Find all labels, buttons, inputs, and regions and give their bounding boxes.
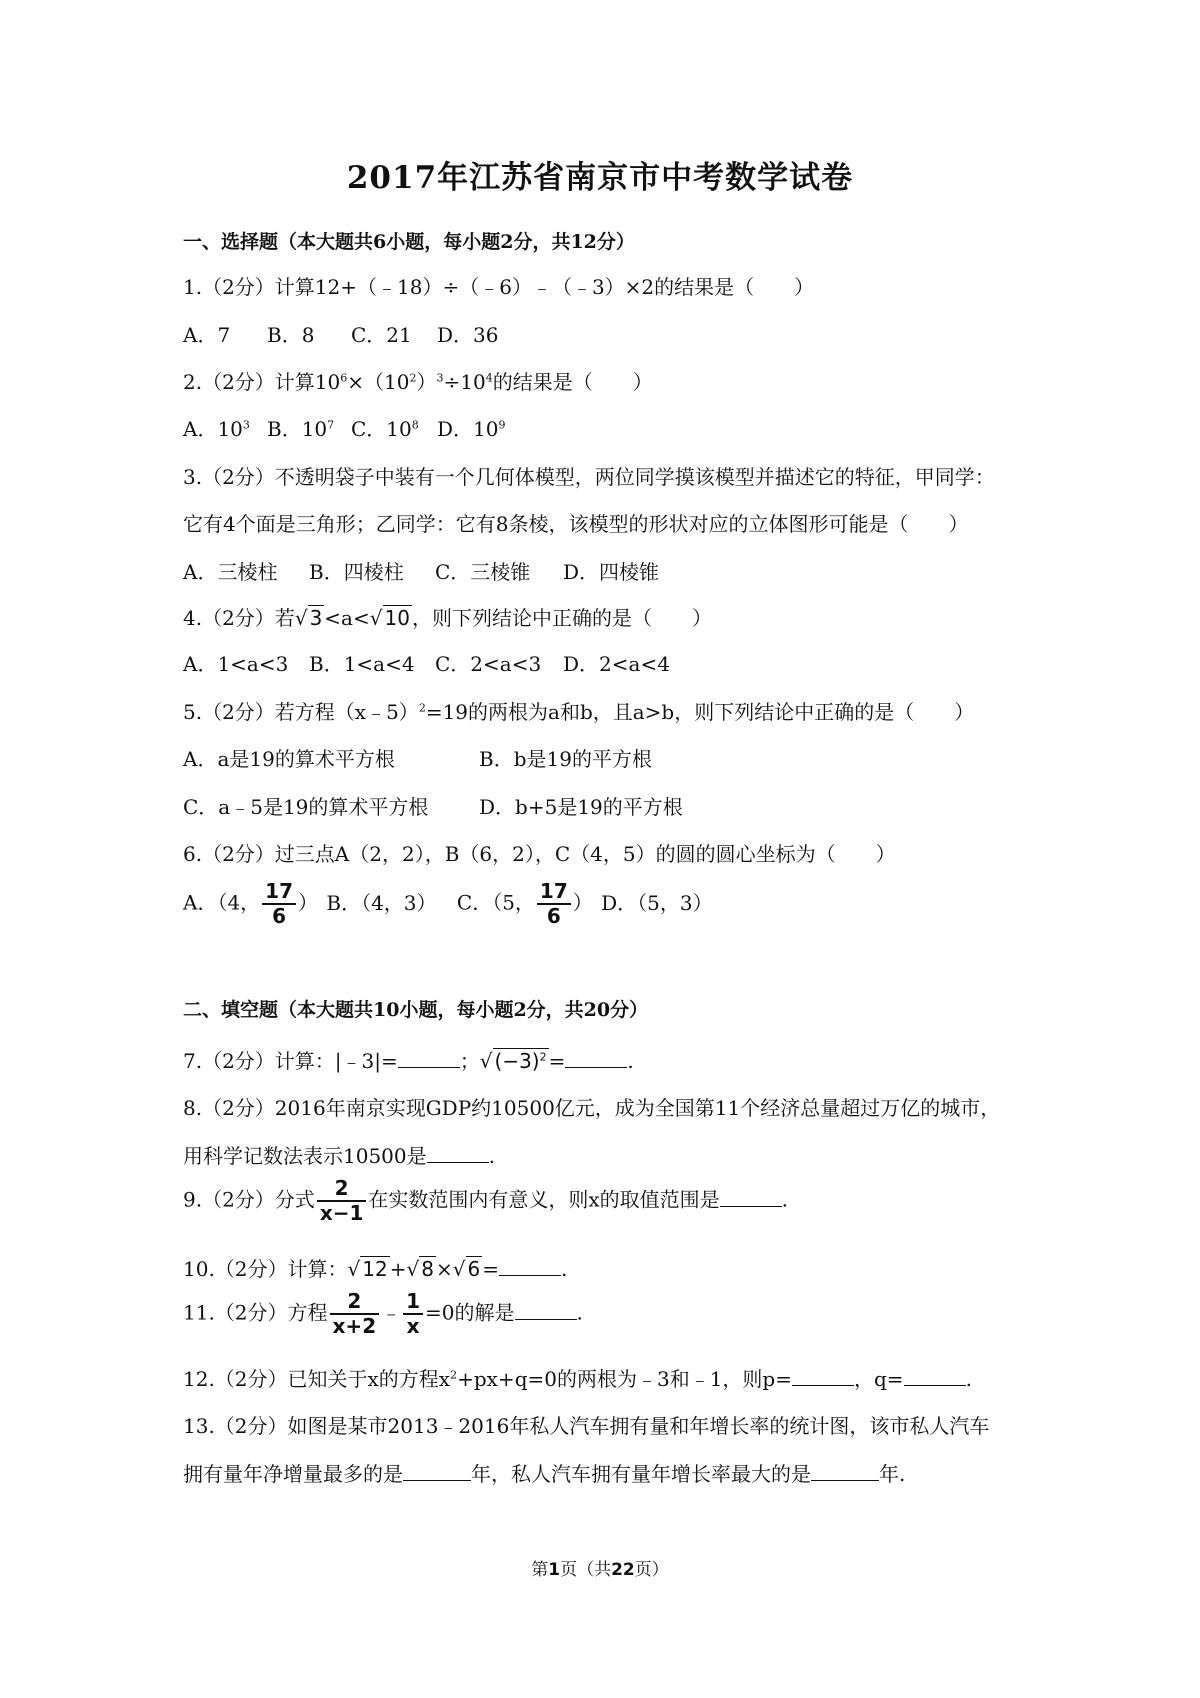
exponent: 2 [418,701,426,715]
question-10-text: × [435,1257,453,1281]
question-9-text: . [781,1187,789,1212]
option-a: A．三棱柱 [183,560,278,584]
question-13-line-1: 13.（2分）如图是某市2013﹣2016年私人汽车拥有量和年增长率的统计图，该市私人汽车 [183,1414,990,1438]
option-a: A．1<a<3 [183,652,289,676]
answer-blank [403,1460,471,1481]
option-b: B．（4，3） [326,890,437,915]
option-d: D．b+5是19的平方根 [479,795,683,819]
question-7-text: ； [459,1049,480,1073]
numerator: 1 [406,1289,421,1313]
question-11-text: ﹣ [381,1300,402,1325]
radicand: 12 [362,1257,388,1281]
section-heading-fill: 二、填空题（本大题共10小题，每小题2分，共20分） [183,999,649,1021]
question-10 [183,1253,567,1282]
question-2 [183,366,653,395]
numerator: 2 [334,1176,349,1200]
question-5-options-row-1 [183,743,652,772]
question-9-text: 9.（2分）分式 [183,1187,315,1212]
option-c [457,880,593,928]
fraction [262,880,296,928]
total-pages: 22 [611,1560,635,1580]
question-5-text: =19的两根为a和b，且a>b，则下列结论中正确的是（ ） [425,700,975,724]
option-base: B．10 [267,417,328,441]
answer-blank [720,1186,782,1207]
question-12-text: 12.（2分）已知关于x的方程x [183,1367,451,1391]
question-11-text: . [576,1300,583,1325]
question-8-line-1: 8.（2分）2016年南京实现GDP约10500亿元，成为全国第11个经济总量超过万亿的城市， [183,1096,1001,1120]
sqrt-symbol: √ 8 [406,1257,434,1281]
answer-blank [565,1047,627,1068]
question-8-text: 用科学记数法表示10500是 [183,1144,427,1168]
numerator: 17 [539,879,568,903]
question-10-text: 10.（2分）计算： [183,1257,348,1281]
question-5-text: 5.（2分）若方程（x﹣5） [183,700,419,724]
option-b: B．8 [267,323,315,347]
question-12 [183,1363,972,1392]
question-12-text: ，q= [854,1367,904,1391]
option-text: A．（4， [183,890,261,915]
exponent: 9 [498,418,506,432]
answer-blank [398,1047,460,1068]
question-3-line-1: 3.（2分）不透明袋子中装有一个几何体模型，两位同学摸该模型并描述它的特征，甲同学： [183,465,995,489]
question-7-text: = [548,1049,566,1073]
answer-blank [811,1460,879,1481]
question-2-text: 的结果是（ ） [492,370,653,394]
option-d: D．2<a<4 [563,652,670,676]
question-5 [183,696,974,725]
option-a: A．a是19的算术平方根 [183,747,395,771]
option-b: B．四棱柱 [309,560,404,584]
answer-blank [792,1365,854,1386]
option-c: C．a﹣5是19的算术平方根 [183,795,429,819]
question-10-text: = [482,1257,499,1281]
question-3-line-2: 它有4个面是三角形；乙同学：它有8条棱，该模型的形状对应的立体图形可能是（ ） [183,512,969,536]
question-9 [183,1177,788,1225]
question-8-text: . [488,1144,495,1168]
denominator: 6 [537,903,571,928]
sqrt-symbol: √ 3 [294,606,323,630]
exponent: 4 [485,371,493,385]
footer-text: 页（共 [560,1560,612,1580]
radicand: 10 [384,606,410,630]
footer-text: 页） [634,1560,669,1580]
sqrt-symbol: √ 10 [369,606,410,630]
exponent: 8 [411,418,419,432]
option-base: C．10 [351,417,412,441]
exponent: 3 [242,418,250,432]
sqrt-symbol: √ 6 [452,1257,481,1281]
exponent: 7 [327,418,335,432]
option-a: A．7 [183,323,231,347]
page-title: 2017年江苏省南京市中考数学试卷 [346,160,854,196]
answer-blank [427,1142,489,1163]
page-footer [0,1555,1200,1580]
option-c: C．2<a<3 [435,652,542,676]
question-7 [183,1045,634,1074]
fraction [403,1290,423,1338]
question-11-text: 11.（2分）方程 [183,1300,328,1325]
question-10-text: + [389,1257,407,1281]
footer-text: 第 [531,1560,549,1580]
fraction [537,880,571,928]
question-2-text: ） [416,370,437,394]
denominator: x [403,1313,423,1338]
sqrt-symbol: √ $(-3)^2$ [479,1049,547,1073]
question-11 [183,1290,583,1338]
question-4-text: ，则下列结论中正确的是（ ） [411,606,712,630]
question-13-line-2 [183,1458,905,1487]
question-2-text: ×（10 [347,370,410,394]
question-11-text: =0的解是 [425,1300,515,1325]
answer-blank [904,1365,966,1386]
question-9-text: 在实数范围内有意义，则x的取值范围是 [368,1187,720,1212]
numerator: 17 [265,879,294,903]
question-4 [183,602,712,631]
option-c [351,413,437,442]
radicand: 3 [309,606,323,630]
question-4-text: 4.（2分）若 [183,606,295,630]
exponent: 2 [409,371,417,385]
question-4-options [183,648,670,677]
question-1: 1.（2分）计算12+（﹣18）÷（﹣6）﹣（﹣3）×2的结果是（ ） [183,275,815,299]
option-c: C．21 [351,323,412,347]
denominator: x−1 [317,1200,367,1225]
fraction [317,1177,367,1225]
question-1-options [183,319,498,348]
radicand [493,1048,549,1073]
option-d: D．四棱锥 [563,560,660,584]
denominator: 6 [262,903,296,928]
option-a [183,413,267,442]
question-2-options [183,413,505,442]
option-d: D．36 [437,323,499,347]
question-6-options [183,880,713,928]
section-heading-choice: 一、选择题（本大题共6小题，每小题2分，共12分） [183,231,635,253]
question-12-text: +px+q=0的两根为﹣3和﹣1，则p= [457,1367,792,1391]
exponent: 3 [436,371,444,385]
exponent: 2 [450,1368,458,1382]
answer-blank [515,1299,577,1320]
option-b [267,413,351,442]
option-c: C．三棱锥 [435,560,531,584]
question-6: 6.（2分）过三点A（2，2），B（6，2），C（4，5）的圆的圆心坐标为（ ） [183,842,896,866]
question-7-text: 7.（2分）计算：|﹣3|= [183,1049,398,1073]
question-7-text: . [627,1049,634,1073]
question-2-text: ÷10 [443,370,486,394]
question-13-text: 年，私人汽车拥有量年增长率最大的是 [471,1462,811,1486]
fraction [330,1290,380,1338]
radicand-text: (−3) [494,1049,540,1073]
option-d: D．（5，3） [601,890,713,915]
exponent: 6 [340,371,348,385]
denominator: x+2 [330,1313,380,1338]
option-d [437,413,505,442]
option-text: C．（5， [456,890,535,915]
answer-blank [499,1255,561,1276]
option-b: B．b是19的平方根 [479,747,652,771]
radicand: 8 [421,1257,434,1281]
option-text: ） [298,890,319,915]
option-base: D．10 [437,417,499,441]
question-2-text: 2.（2分）计算10 [183,370,341,394]
option-base: A．10 [183,417,243,441]
question-5-options-row-2 [183,791,683,820]
radicand: 6 [467,1257,481,1281]
question-12-text: . [965,1367,972,1391]
question-10-text: . [561,1257,568,1281]
question-13-text: 年. [879,1462,906,1486]
sqrt-symbol: √ 12 [347,1257,388,1281]
question-13-text: 拥有量年净增量最多的是 [183,1462,403,1486]
page-number: 1 [548,1560,561,1580]
numerator: 2 [347,1289,362,1313]
question-3-options [183,556,659,585]
question-8-line-2 [183,1140,495,1169]
option-a [183,880,318,928]
exponent: 2 [539,1050,547,1064]
question-4-text: <a< [324,606,370,630]
option-text: ） [572,890,593,915]
option-b: B．1<a<4 [309,652,415,676]
